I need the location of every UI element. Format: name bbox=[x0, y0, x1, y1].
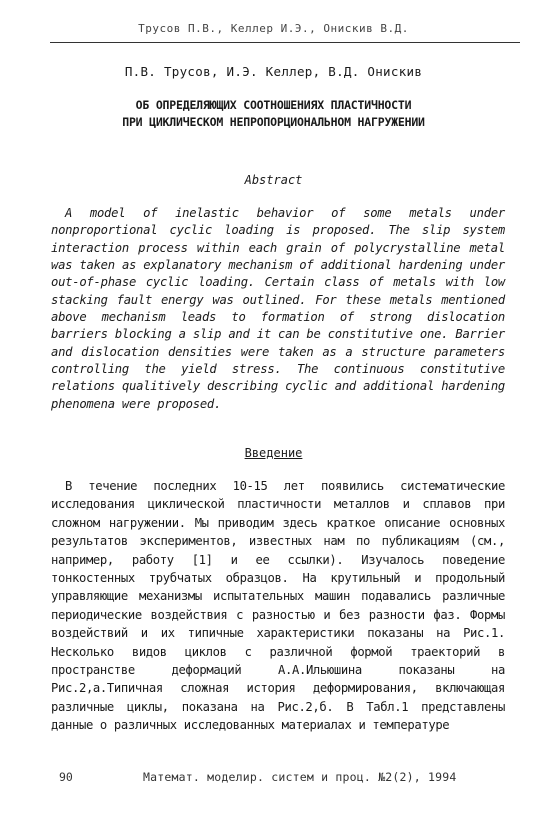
paper-title-line-1: ОБ ОПРЕДЕЛЯЮЩИХ СООТНОШЕНИЯХ ПЛАСТИЧНОСТИ bbox=[135, 98, 412, 112]
page-number: 90 bbox=[59, 770, 73, 784]
journal-reference: Математ. моделир. систем и проц. №2(2), 1994 bbox=[143, 770, 457, 784]
header-divider bbox=[50, 42, 520, 43]
introduction-text: В течение последних 10-15 лет появились систематические исследования циклической пластичности металлов и сплавов при сложном нагружении. Мы приводим здесь краткое описание основных результатов экспериментов, известных нам по публикациям (см., например, работу [1] и ее ссылки). Изучалось поведение тонкостенных трубчатых образцов. На крутильный и продольный управляющие механизмы испытательных машин подавались различные периодические воздействия с разностью и без разности фаз. Формы воздействий и их типичные характеристики показаны на Рис.1. Несколько видов циклов с различной формой траекторий в пространстве деформаций А.А.Ильюшина показаны на Рис.2,а.Типичная сложная история деформирования, включающая различные циклы, показана на Рис.2,б. В Табл.1 представлены данные о различных исследованных материалах и температуре bbox=[51, 479, 505, 733]
paper-title bbox=[0, 97, 547, 131]
abstract-text: A model of inelastic behavior of some metals under nonproportional cyclic loading is proposed. The slip system interaction process within each grain of polycrystalline metal was taken as explanatory mechanism of additional hardening under out-of-phase cyclic loading. Certain class of metals with low stacking fault energy was outlined. For these metals mentioned above mechanism leads to formation of strong dislocation barriers blocking a slip and it can be constitutive one. Barrier and dislocation densities were taken as a structure parameters controlling the yield stress. The continuous constitutive relations qualitively describing cyclic and additional hardening phenomena were proposed. bbox=[51, 206, 505, 411]
paper-authors: П.В. Трусов, И.Э. Келлер, В.Д. Онискив bbox=[124, 64, 423, 79]
running-header: Трусов П.В., Келлер И.Э., Онискив В.Д. bbox=[138, 22, 409, 35]
abstract-heading: Abstract bbox=[244, 173, 303, 187]
introduction-heading-wrapper bbox=[0, 446, 547, 460]
paper-title-line-2: ПРИ ЦИКЛИЧЕСКОМ НЕПРОПОРЦИОНАЛЬНОМ НАГРУЖЕНИИ bbox=[122, 115, 425, 129]
introduction-heading: Введение bbox=[244, 446, 303, 460]
